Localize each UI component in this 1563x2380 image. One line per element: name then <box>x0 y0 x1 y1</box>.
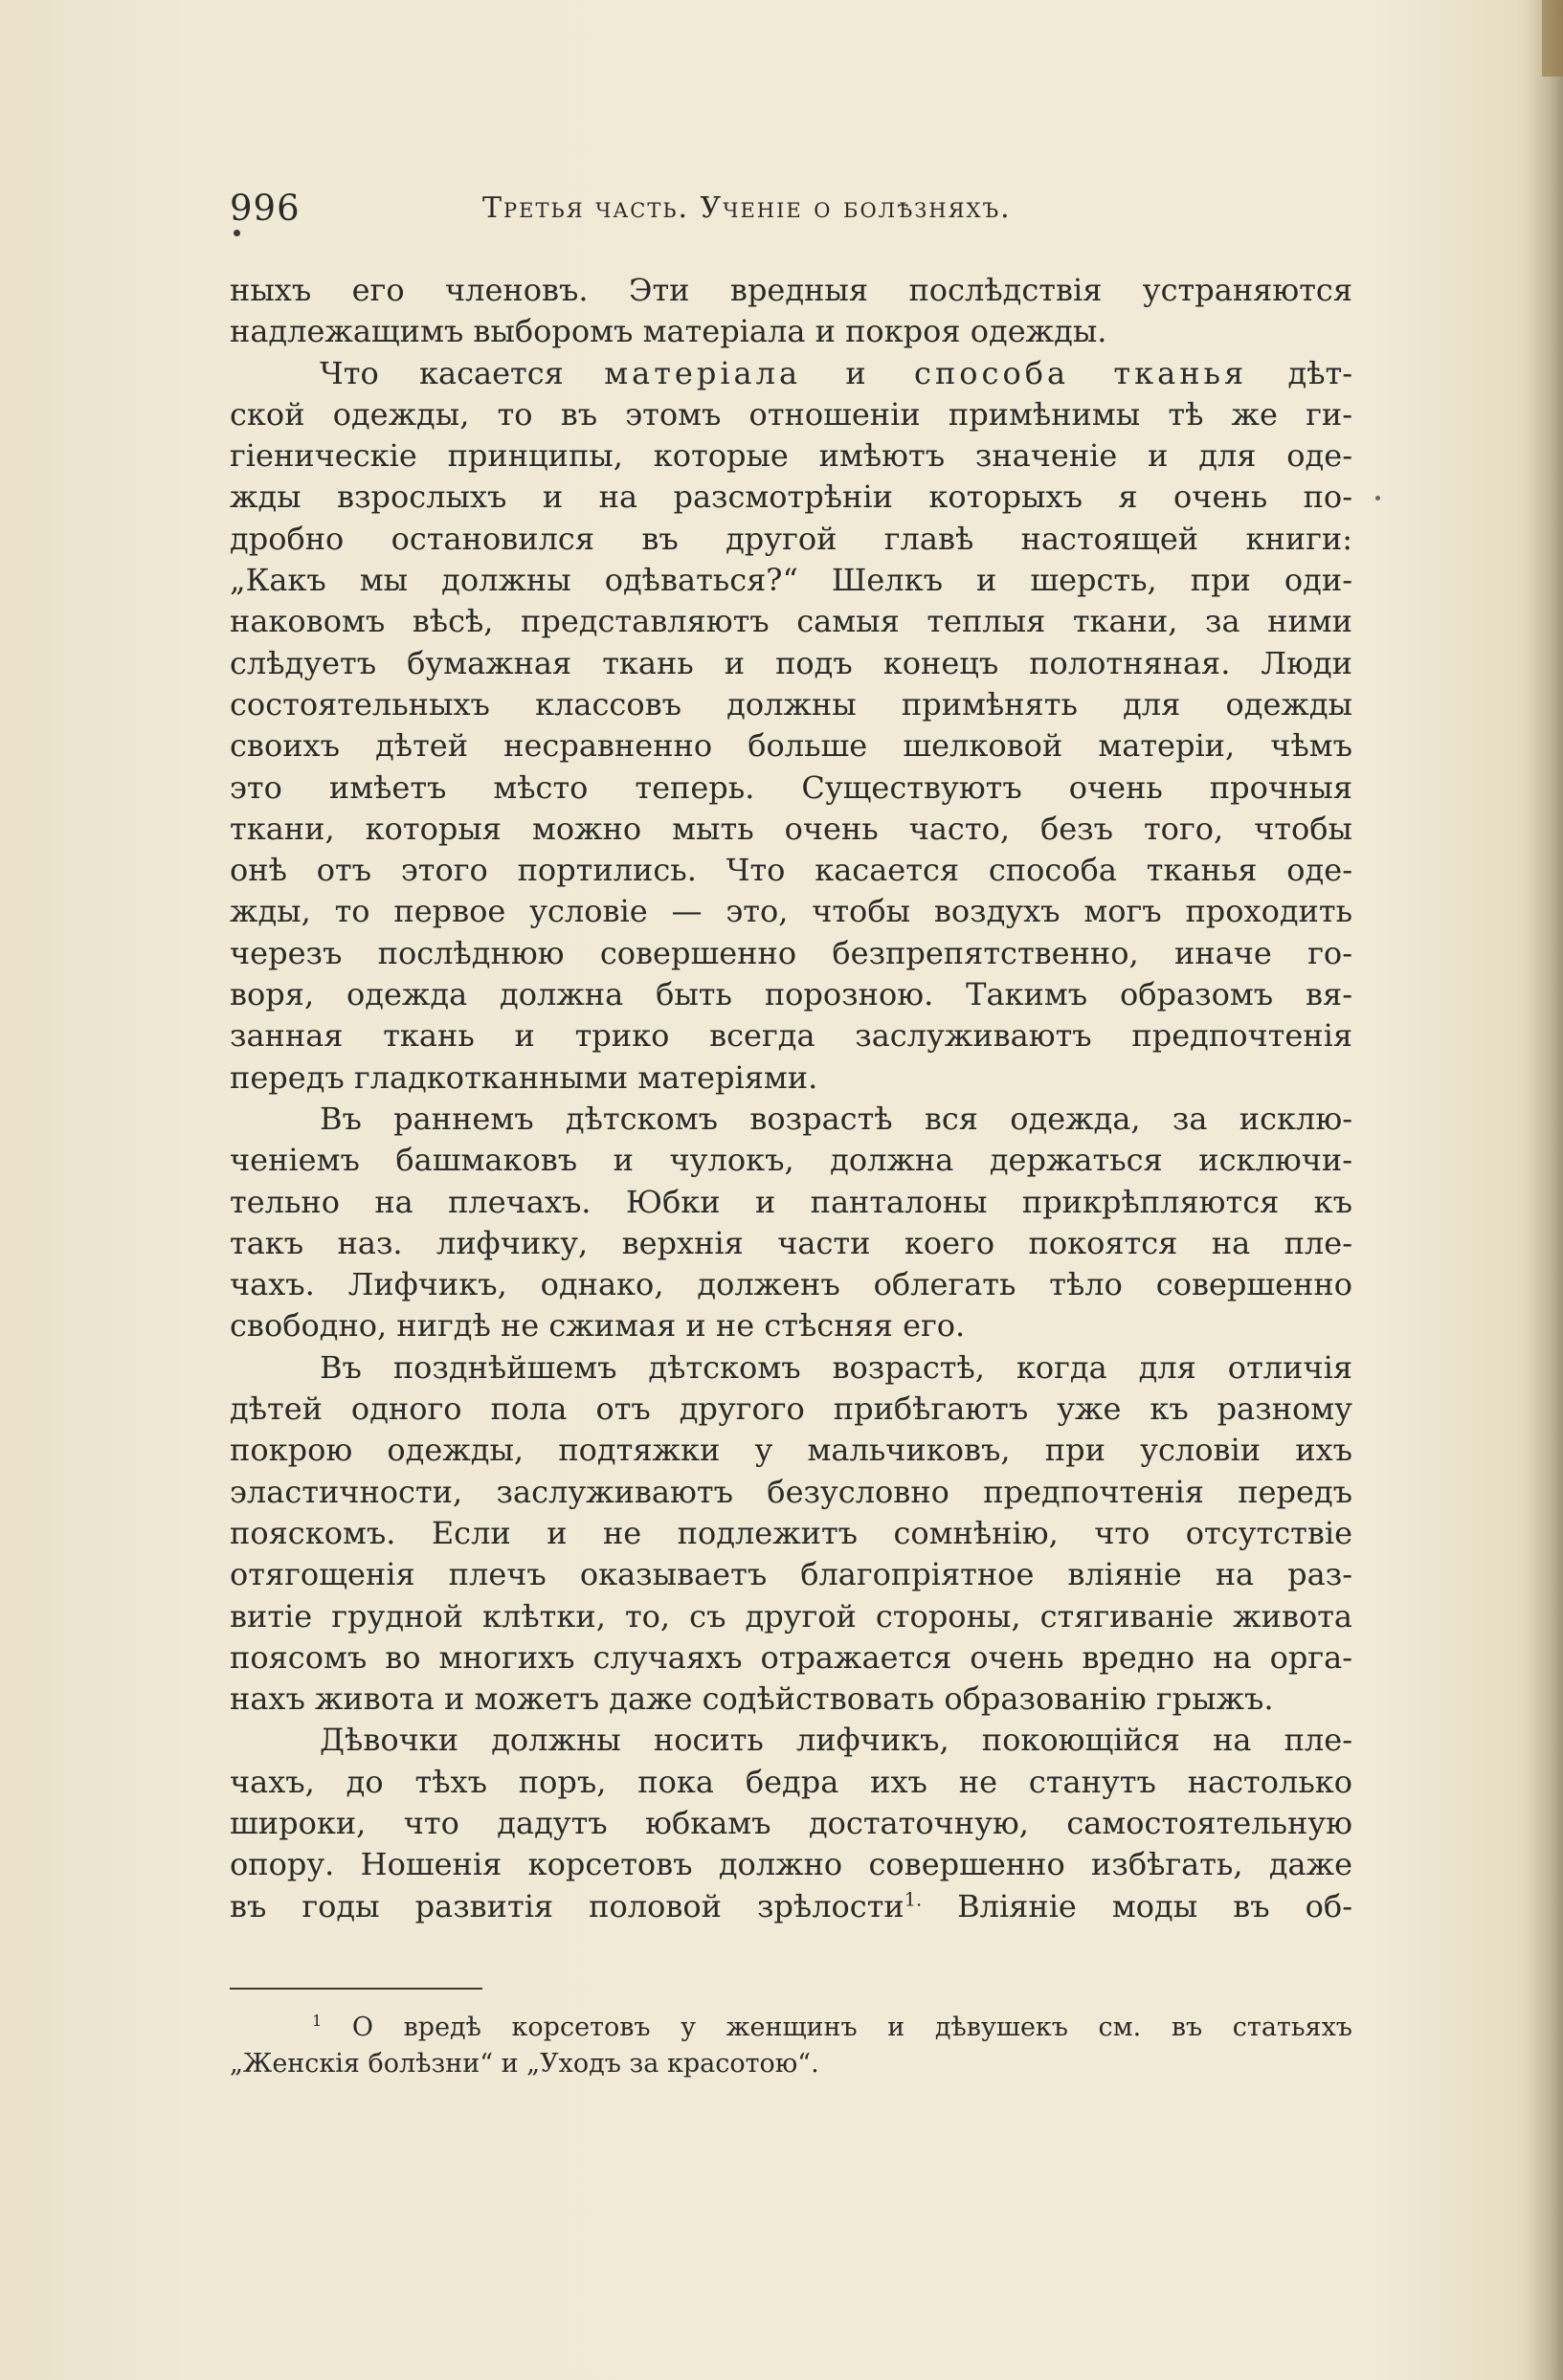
page-edge-shadow <box>1527 0 1563 2380</box>
text-line: нахъ живота и можетъ даже содѣйствовать образованію грыжъ. <box>230 1680 1274 1718</box>
text-line: чахъ. Лифчикъ, однако, долженъ облегать тѣло совершенно <box>230 1266 1352 1303</box>
text-line: широки, что дадутъ юбкамъ достаточную, самостоятельную <box>230 1804 1352 1841</box>
footnote-reference: 1. <box>904 1887 923 1910</box>
text-line: это имѣетъ мѣсто теперь. Существуютъ очень прочныя <box>230 768 1352 806</box>
text-line: дробно остановился въ другой главѣ настоящей книги: <box>230 520 1352 557</box>
text-line: „Какъ мы должны одѣваться?“ Шелкъ и шерсть, при оди- <box>230 562 1352 599</box>
text-line: черезъ послѣднюю совершенно безпрепятственно, иначе го- <box>230 934 1352 971</box>
text-line: Что касается матеріала и способа тканья дѣт- <box>320 354 1352 391</box>
text-line: занная ткань и трико всегда заслуживаютъ предпочтенія <box>230 1017 1352 1055</box>
text-line: передъ гладкотканными матеріями. <box>230 1058 818 1096</box>
footnote-rule <box>230 1988 482 1990</box>
text-line: тельно на плечахъ. Юбки и панталоны прикрѣпляются къ <box>230 1183 1352 1220</box>
page-header <box>230 188 1330 235</box>
text-line: надлежащимъ выборомъ матеріала и покроя одежды. <box>230 313 1107 350</box>
text-line: опору. Ношенія корсетовъ должно совершенно избѣгать, даже <box>230 1846 1352 1883</box>
text-line: свободно, нигдѣ не сжимая и не стѣсняя его. <box>230 1307 966 1345</box>
text-line: пояскомъ. Если и не подлежитъ сомнѣнію, что отсутствіе <box>230 1514 1352 1551</box>
text-line: поясомъ во многихъ случаяхъ отражается очень вредно на орга- <box>230 1638 1352 1676</box>
page-number: 996 <box>230 188 301 229</box>
text-line: эластичности, заслуживаютъ безусловно предпочтенія передъ <box>230 1473 1352 1510</box>
text-line: своихъ дѣтей несравненно больше шелковой матеріи, чѣмъ <box>230 727 1352 765</box>
text-segment: въ годы развитія половой зрѣлости <box>230 1887 904 1924</box>
text-line: ткани, которыя можно мыть очень часто, безъ того, чтобы <box>230 810 1352 847</box>
corner-mark <box>1542 0 1563 77</box>
text-line: жды взрослыхъ и на разсмотрѣніи которыхъ я очень по- <box>230 478 1352 516</box>
text-line: слѣдуетъ бумажная ткань и подъ конецъ полотняная. Люди <box>230 644 1352 681</box>
text-line: Въ раннемъ дѣтскомъ возрастѣ вся одежда, за исклю- <box>320 1100 1352 1137</box>
text-line: наковомъ вѣсѣ, представляютъ самыя теплыя ткани, за ними <box>230 603 1352 640</box>
text-line: такъ наз. лифчику, верхнія части коего покоятся на пле- <box>230 1224 1352 1261</box>
stray-dot <box>234 230 240 236</box>
text-line: Дѣвочки должны носить лифчикъ, покоющійся на пле- <box>320 1722 1352 1759</box>
margin-dot <box>1375 496 1380 500</box>
text-line: ской одежды, то въ этомъ отношеніи примѣнимы тѣ же ги- <box>230 395 1352 433</box>
spaced-emphasis: матеріала и способа тканья <box>604 354 1248 391</box>
text-line: воря, одежда должна быть порозною. Такимъ образомъ вя- <box>230 976 1352 1013</box>
text-line: витіе грудной клѣтки, то, съ другой стороны, стягиваніе живота <box>230 1597 1352 1635</box>
text-segment: Вліяніе моды въ об- <box>922 1887 1352 1924</box>
footnote <box>230 2010 1352 2082</box>
footnote-line: „Женскія болѣзни“ и „Уходъ за красотою“. <box>230 2049 819 2079</box>
text-line: дѣтей одного пола отъ другого прибѣгаютъ уже къ разному <box>230 1390 1352 1428</box>
text-line: чахъ, до тѣхъ поръ, пока бедра ихъ не станутъ настолько <box>230 1763 1352 1800</box>
body-text <box>230 270 1352 1927</box>
text-line: жды, то первое условіе — это, чтобы воздухъ могъ проходить <box>230 893 1352 930</box>
footnote-marker: 1 <box>312 2012 323 2030</box>
text-line <box>230 1886 1352 1927</box>
text-line: гіеническіе принципы, которые имѣютъ значеніе и для оде- <box>230 437 1352 475</box>
text-line: ченіемъ башмаковъ и чулокъ, должна держаться исключи- <box>230 1142 1352 1179</box>
text-line: покрою одежды, подтяжки у мальчиковъ, при условіи ихъ <box>230 1432 1352 1469</box>
text-line: Въ позднѣйшемъ дѣтскомъ возрастѣ, когда для отличія <box>320 1348 1352 1386</box>
footnote-line <box>230 2010 1352 2046</box>
footnote-text: О вредѣ корсетовъ у женщинъ и дѣвушекъ см. въ статьяхъ <box>351 2013 1352 2042</box>
text-line: ныхъ его членовъ. Эти вредныя послѣдствія устраняются <box>230 272 1352 308</box>
running-head: Третья часть. Ученіе о болѣзняхъ. <box>482 191 1012 225</box>
text-line: состоятельныхъ классовъ должны примѣнять для одежды <box>230 685 1352 723</box>
text-line: онѣ отъ этого портились. Что касается способа тканья оде- <box>230 852 1352 889</box>
text-line: отягощенія плечъ оказываетъ благопріятное вліяніе на раз- <box>230 1556 1352 1593</box>
